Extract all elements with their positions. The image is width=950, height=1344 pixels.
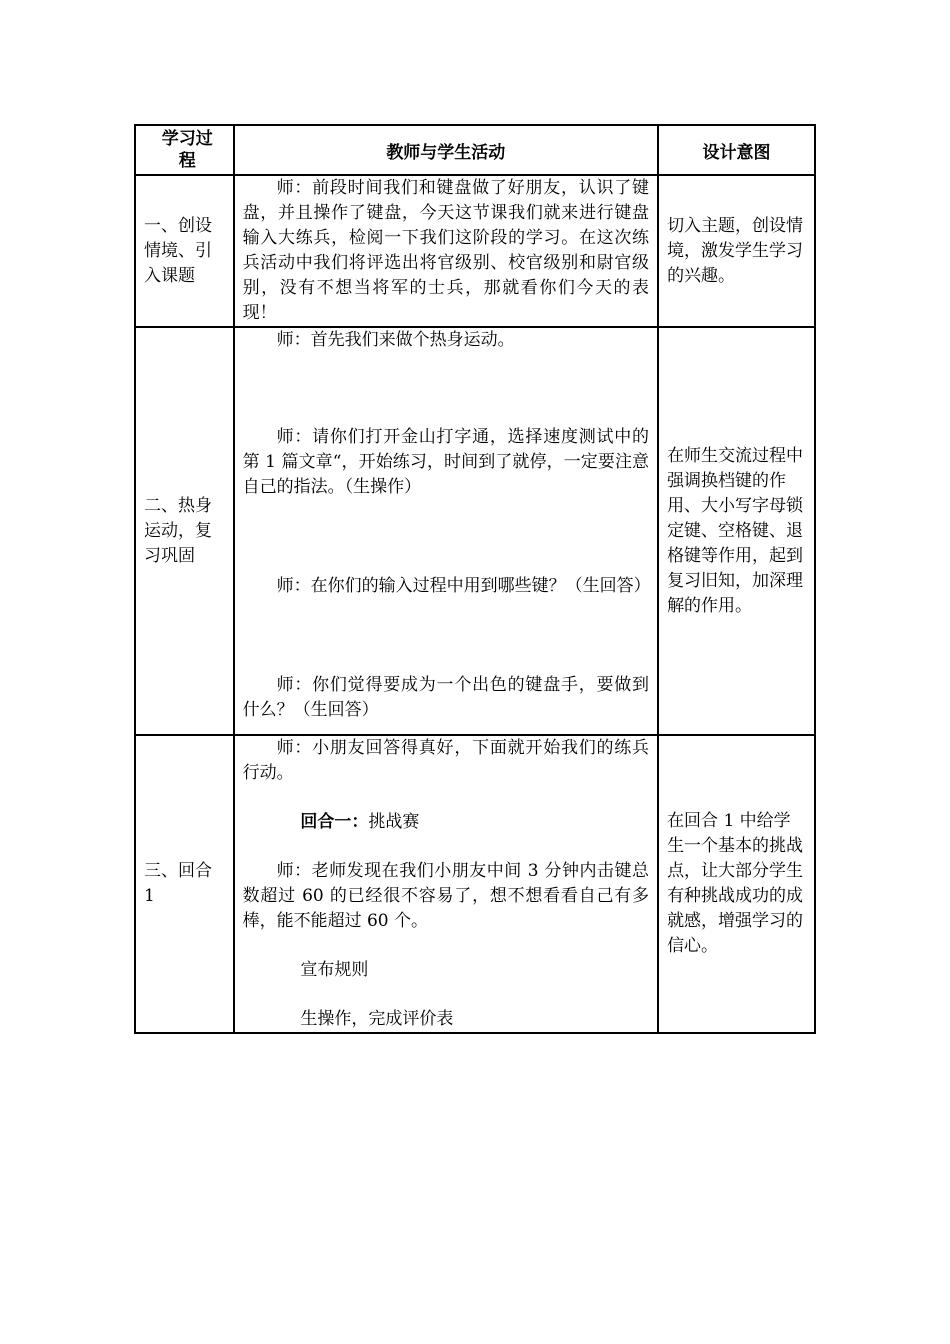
spacer <box>243 401 649 425</box>
intent-cell: 切入主题，创设情境，激发学生学习的兴趣。 <box>658 175 815 327</box>
activity-paragraph: 宣布规则 <box>300 960 369 980</box>
header-stage-line2: 程 <box>178 151 196 171</box>
activity-paragraph: 师：小朋友回答得真好，下面就开始我们的练兵行动。 <box>242 738 650 783</box>
table-row <box>135 327 815 735</box>
header-intent: 设计意图 <box>658 125 815 175</box>
activity-paragraph: 师：前段时间我们和键盘做了好朋友，认识了键盘，并且操作了键盘，今天这节课我们就来进行键盘输入大练兵，检阅一下我们这阶段的学习。在这次练兵活动中我们将评选出将官级别、校官级别和尉官级别，没有不想当将军的士兵，那就看你们今天的表现！ <box>242 178 650 323</box>
round-heading <box>243 810 649 835</box>
spacer <box>243 983 649 1007</box>
spacer <box>243 786 649 810</box>
round-title: 回合一： <box>300 812 369 832</box>
header-row <box>135 125 815 175</box>
activity-cell <box>234 175 658 327</box>
stage-cell: 一、创设情境、引入课题 <box>135 175 234 327</box>
round-subtitle: 挑战赛 <box>368 812 420 832</box>
lesson-plan-table <box>134 124 816 1034</box>
spacer <box>243 835 649 859</box>
stage-cell: 三、回合 1 <box>135 735 234 1033</box>
header-stage <box>135 125 234 175</box>
header-activity: 教师与学生活动 <box>234 125 658 175</box>
activity-paragraph: 师：首先我们来做个热身运动。 <box>276 330 515 350</box>
stage-cell: 二、热身运动，复习巩固 <box>135 327 234 735</box>
spacer <box>243 353 649 401</box>
activity-cell <box>234 735 658 1033</box>
activity-paragraph: 师：你们觉得要成为一个出色的键盘手，要做到什么？（生回答） <box>242 675 650 720</box>
activity-cell <box>234 327 658 735</box>
spacer <box>243 550 649 574</box>
spacer <box>243 649 649 673</box>
table-row <box>135 175 815 327</box>
header-stage-line1: 学习过 <box>161 129 213 149</box>
activity-paragraph: 师：在你们的输入过程中用到哪些键？（生回答） <box>276 576 651 596</box>
activity-paragraph: 生操作，完成评价表 <box>300 1009 454 1029</box>
table-row <box>135 735 815 1033</box>
intent-cell: 在回合 1 中给学生一个基本的挑战点，让大部分学生有种挑战成功的成就感，增强学习的信心。 <box>658 735 815 1033</box>
spacer <box>243 599 649 649</box>
intent-cell: 在师生交流过程中强调换档键的作用、大小写字母锁定键、空格键、退格键等作用，起到复习旧知，加深理解的作用。 <box>658 327 815 735</box>
spacer <box>243 934 649 958</box>
spacer <box>243 500 649 550</box>
activity-paragraph: 师：请你们打开金山打字通，选择速度测试中的第 1 篇文章“，开始练习，时间到了就停，一定要注意自己的指法。（生操作） <box>242 427 650 497</box>
activity-paragraph: 师：老师发现在我们小朋友中间 3 分钟内击键总数超过 60 的已经很不容易了，想不想看看自己有多棒，能不能超过 60 个。 <box>242 861 650 931</box>
